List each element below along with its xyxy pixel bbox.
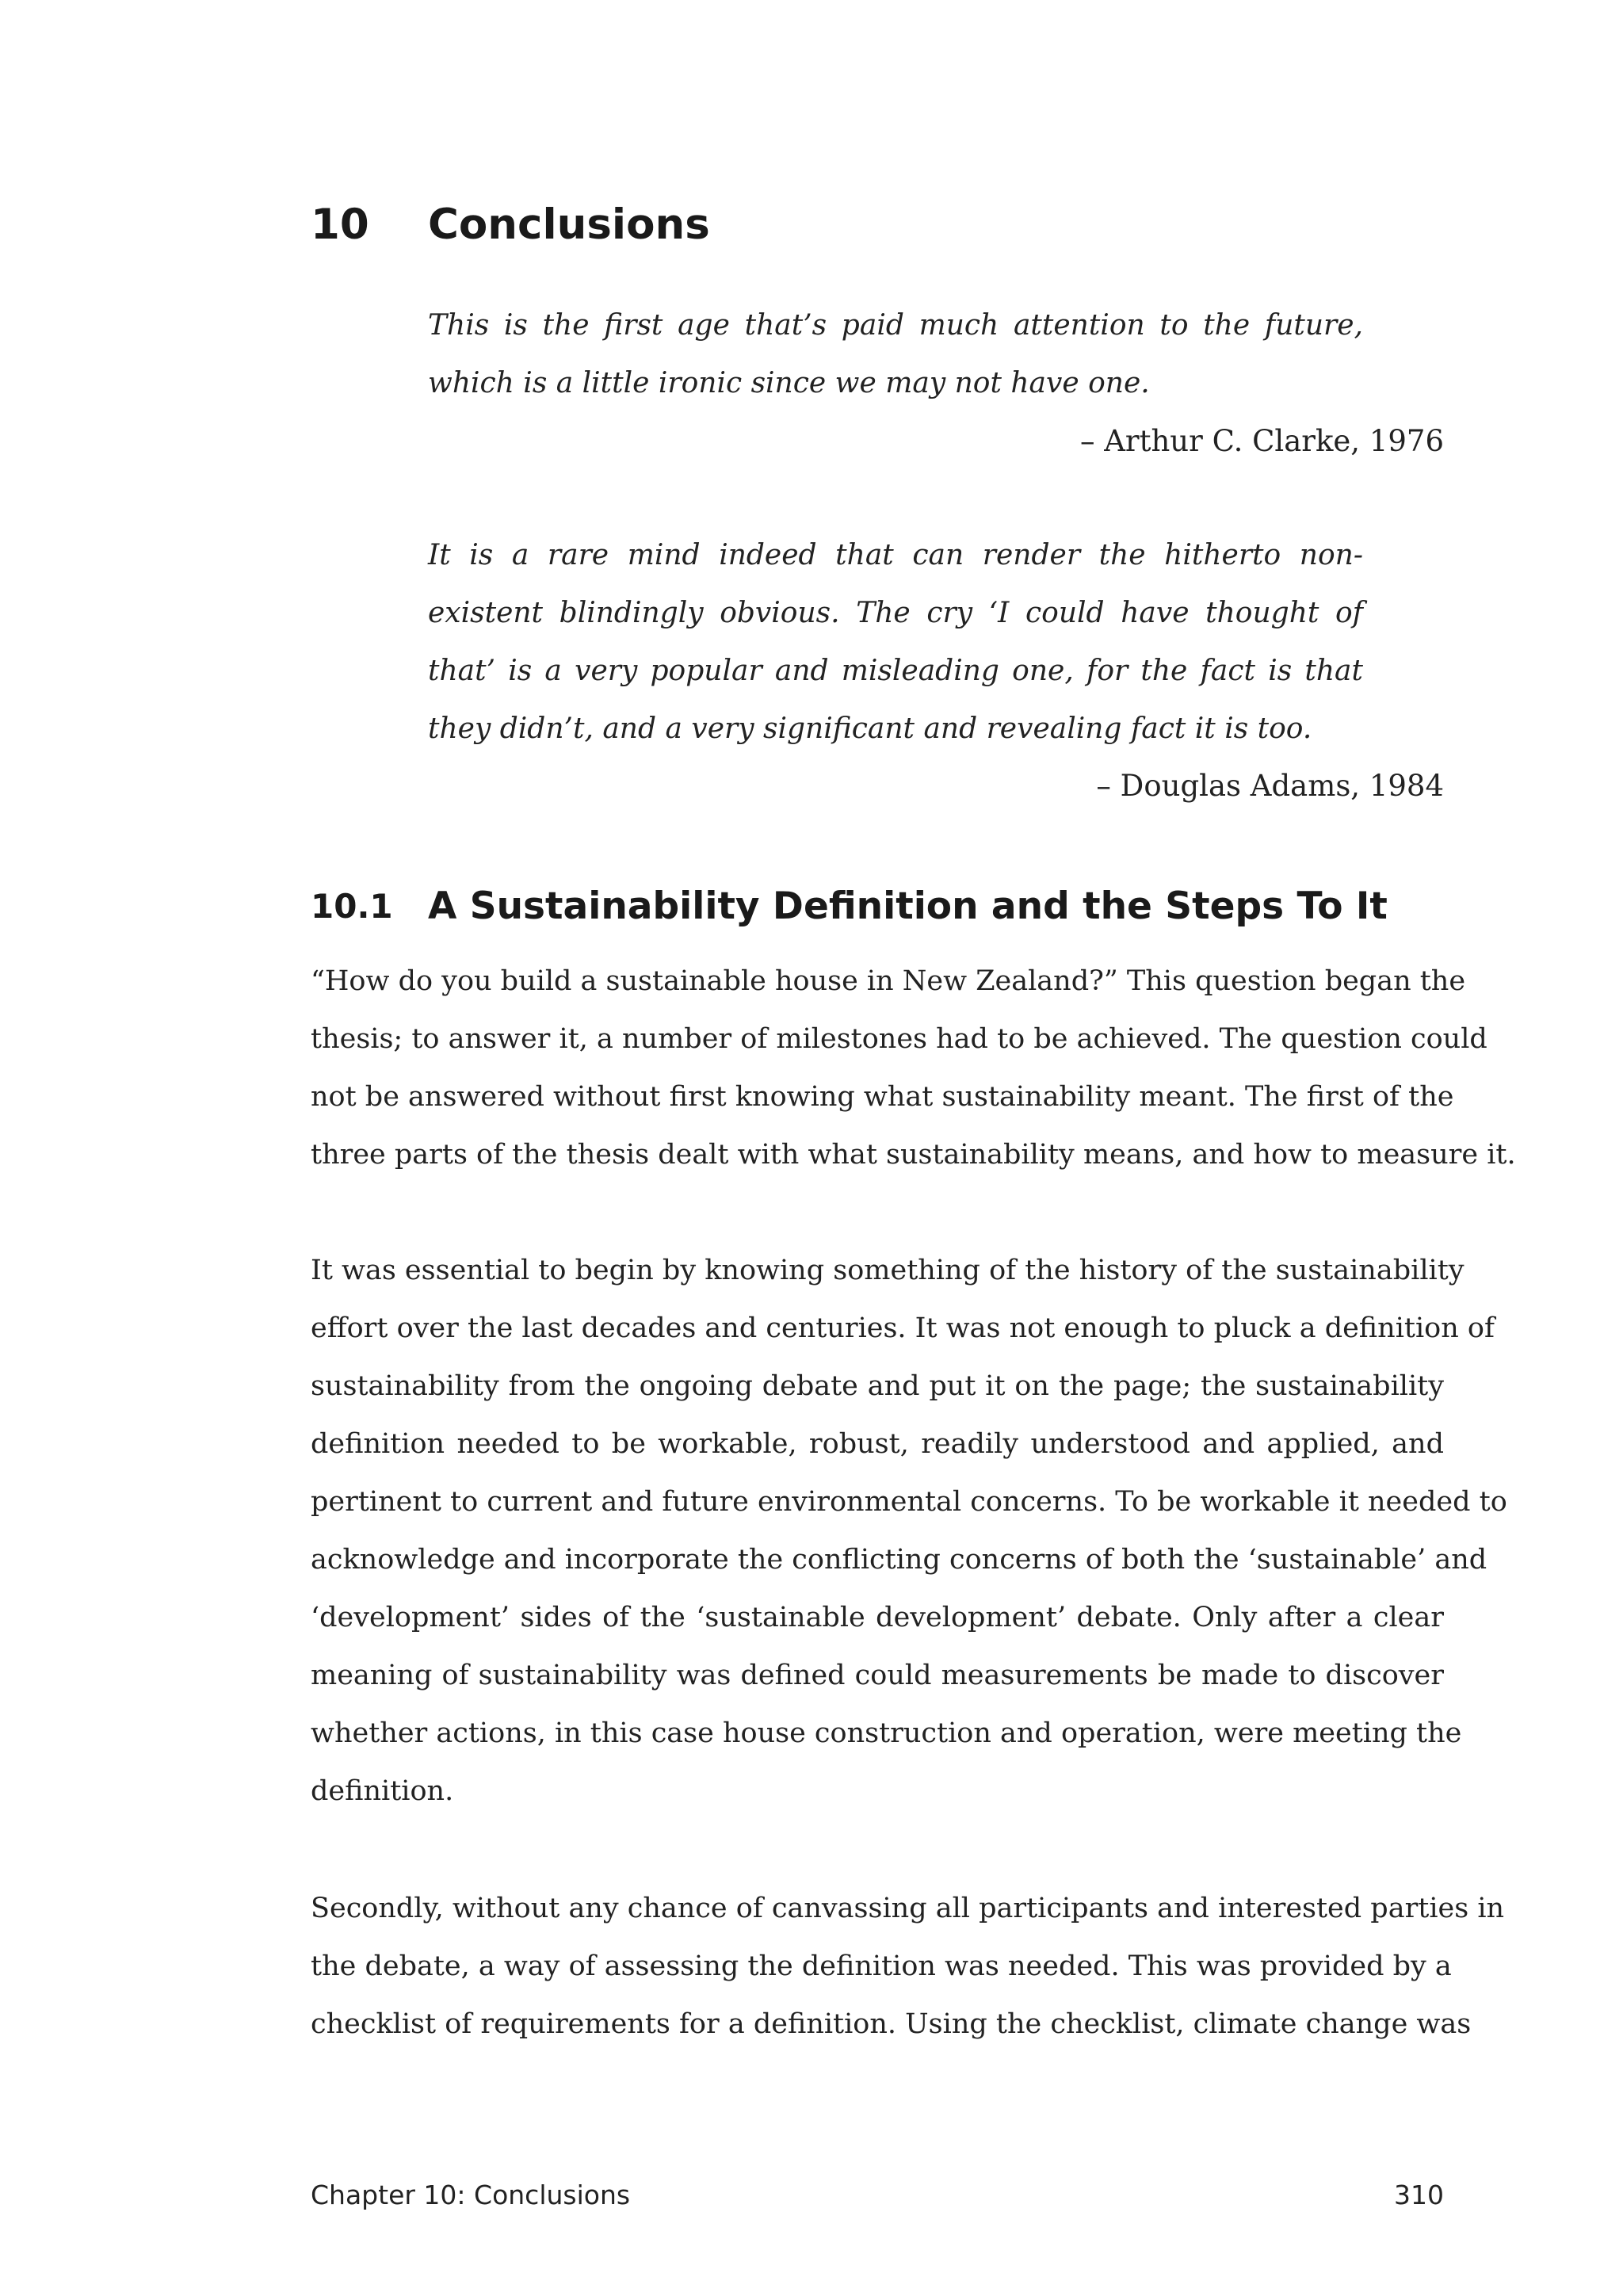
text-line: whether actions, in this case house construction and operation, were meeting the <box>311 1717 1462 1749</box>
page-number: 310 <box>1394 2179 1444 2210</box>
text-line: sustainability from the ongoing debate and put it on the page; the sustainability <box>311 1370 1444 1402</box>
chapter-number: 10 <box>311 201 369 249</box>
text-line: definition. <box>311 1775 454 1807</box>
body-paragraph <box>311 1880 1505 2053</box>
chapter-title: Conclusions <box>428 201 710 249</box>
body-paragraph <box>311 953 1516 1184</box>
text-line: “How do you build a sustainable house in New Zealand?” This question began the <box>311 965 1466 997</box>
text-line: three parts of the thesis dealt with what sustainability means, and how to measure it. <box>311 1139 1516 1171</box>
text-line: Secondly, without any chance of canvassing all participants and interested parties in <box>311 1893 1505 1924</box>
text-line: thesis; to answer it, a number of milestones had to be achieved. The question could <box>311 1023 1487 1055</box>
text-line: It was essential to begin by knowing something of the history of the sustainability <box>311 1255 1465 1286</box>
text-line: ‘development’ sides of the ‘sustainable development’ debate. Only after a clear <box>311 1602 1444 1633</box>
body-paragraph <box>311 1242 1507 1820</box>
epigraph-attribution: – Douglas Adams, 1984 <box>1096 769 1444 803</box>
text-line: definition needed to be workable, robust, readily understood and applied, and <box>311 1428 1444 1460</box>
epigraph-attribution: – Arthur C. Clarke, 1976 <box>1079 424 1444 458</box>
section-title: A Sustainability Definition and the Steps To It <box>428 884 1388 928</box>
epigraph-quote: It is a rare mind indeed that can render the hitherto non-existent blindingly obvious. The cry ‘I could have thought of that’ is a very popular and misleading one, for the fact is that they didn’t, and a very significant and revealing fact it is too. <box>428 539 1363 745</box>
epigraph-quote: This is the first age that’s paid much attention to the future, which is a little ironic since we may not have one. <box>428 309 1363 399</box>
text-line: acknowledge and incorporate the conflicting concerns of both the ‘sustainable’ and <box>311 1544 1487 1576</box>
text-line: meaning of sustainability was defined could measurements be made to discover <box>311 1660 1444 1691</box>
text-line: pertinent to current and future environmental concerns. To be workable it needed to <box>311 1486 1507 1518</box>
text-line: checklist of requirements for a definition. Using the checklist, climate change was <box>311 2008 1472 2040</box>
section-number: 10.1 <box>311 887 393 926</box>
text-line: not be answered without first knowing what sustainability meant. The first of the <box>311 1081 1454 1113</box>
text-line: the debate, a way of assessing the definition was needed. This was provided by a <box>311 1950 1452 1982</box>
footer-chapter-label: Chapter 10: Conclusions <box>311 2179 631 2210</box>
text-line: effort over the last decades and centuries. It was not enough to pluck a definition of <box>311 1312 1495 1344</box>
